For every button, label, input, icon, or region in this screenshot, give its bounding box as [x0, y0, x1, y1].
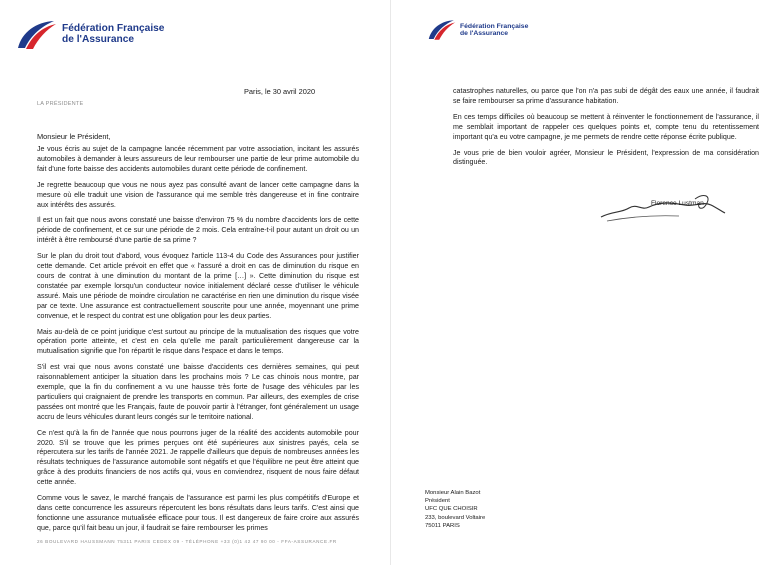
salutation: Monsieur le Président,: [37, 132, 111, 141]
signature: [599, 183, 729, 233]
paragraph: Je vous écris au sujet de la campagne lancée récemment par votre association, incitant les assurés automobiles à demander à leurs assureurs de leur rembourser une partie de leur prime automobile du fait d'une forte baisse des accidents automobiles durant cette période de confinement.: [37, 145, 359, 173]
paragraph: Sur le plan du droit tout d'abord, vous évoquez l'article 113-4 du Code des Assurances pour justifier cette demande. Cet article prévoit en effet que « l'assuré a droit en cas de diminution du risque en cours de contrat à une diminution du montant de la prime […] ». Cette diminution du risque est constatée par exemple lorsqu'un conducteur novice initialement déclaré cesse d'utiliser le véhicule assuré. Mais une période de moindre circulation ne caractérise en rien une diminution du risque visée par ce texte. Une assurance est contractuellement souscrite pour une année, moyennant une prime convenue, et le respect du contrat est une obligation pour les deux parties.: [37, 252, 359, 320]
paragraph: En ces temps difficiles où beaucoup se mettent à réinventer le fonctionnement de l'assurance, il me semblait important de rappeler ces quelques points et, compte tenu du retentissement important qu'a eu votre campagne, je me permets de rendre cette réponse écrite publique.: [453, 112, 759, 141]
letter-page-2: [391, 0, 782, 565]
signatory-name: Florence Lustman: [651, 200, 704, 207]
paragraph: Mais au-delà de ce point juridique c'est surtout au principe de la mutualisation des risques que votre opération porte atteinte, et c'est en cela qu'elle me paraît particulièrement dangereuse car la mutualisation signifie que l'on répartit le risque dans l'espace et dans le temps.: [37, 327, 359, 356]
letter-body: [37, 145, 359, 540]
paragraph: catastrophes naturelles, ou parce que l'on n'a pas subi de dégât des eaux une année, il faudrait se faire rembourser sa prime d'assurance habitation.: [453, 87, 759, 105]
ffa-logo: [426, 18, 528, 42]
signature-scribble-icon: [599, 183, 729, 233]
logo-line-2: de l'Assurance: [460, 30, 509, 37]
letter-footer: 26 BOULEVARD HAUSSMANN 75311 PARIS CEDEX 09 - TÉLÉPHONE +33 (0)1 42 47 90 00 - FFA-ASSURANCE.FR: [37, 539, 337, 544]
paragraph: Comme vous le savez, le marché français de l'assurance est parmi les plus compétitifs d'Europe et dans cette concurrence les assureurs répercutent les bons résultats dans leurs tarifs. C'est ainsi que fonctionne une assurance mutualisée efficace pour tous. Il est dangereux de faire croire aux assurés que, parce qu'il fait beau un jour, il faudrait se faire rembourser les primes: [37, 494, 359, 532]
addressee-line: 233, boulevard Voltaire: [425, 514, 486, 521]
ffa-swoosh-icon: [14, 18, 60, 52]
addressee-line: 75011 PARIS: [425, 522, 460, 529]
paragraph: Ce n'est qu'à la fin de l'année que nous pourrons juger de la réalité des accidents automobile pour 2020. S'il se trouve que les primes perçues ont été supérieures aux sinistres payés, cela se répercutera sur les tarifs de l'année 2021. Je rappelle d'ailleurs que depuis de nombreuses années les résultats techniques de l'assurance automobile sont négatifs et que l'équilibre ne peut être atteint que grâce à des produits financiers de nos actifs qui, vous en conviendrez, risquent de nous faire défaut cette année.: [37, 428, 359, 487]
letter-body-continued: [453, 87, 759, 174]
paragraph: Je vous prie de bien vouloir agréer, Monsieur le Président, l'expression de ma considération distinguée.: [453, 148, 759, 167]
addressee-block: [425, 489, 485, 530]
addressee-line: Monsieur Alain Bazot: [425, 490, 481, 496]
addressee-line: Président: [425, 498, 450, 505]
letter-date: Paris, le 30 avril 2020: [244, 87, 316, 96]
addressee-line: UFC QUE CHOISIR: [425, 506, 478, 513]
paragraph: Je regrette beaucoup que vous ne nous ayez pas consulté avant de lancer cette campagne dans la mesure où elle traduit une vision de l'assurance qui me semble très dangereuse et in fine contraire aux intérêts des assurés.: [37, 180, 359, 209]
paragraph: S'il est vrai que nous avons constaté une baisse d'accidents ces dernières semaines, qui peut raisonnablement anticiper la situation dans les prochains mois ? Le cas chinois nous montre, par exemple, que la fin du confinement a vu une hausse très forte de l'usage des véhicules par les particuliers qui craignaient de prendre les transports en commun. Par ailleurs, des exemples de crise passées ont montré que les Français, faute de pouvoir partir à l'étranger, font généralement un usage accru de leurs véhicules durant leurs congés sur le territoire national.: [37, 363, 359, 421]
logo-line-1: Fédération Française: [62, 23, 165, 35]
sender-title: LA PRÉSIDENTE: [37, 101, 84, 107]
logo-line-1: Fédération Française: [460, 22, 529, 30]
ffa-swoosh-icon: [426, 18, 458, 42]
paragraph: Il est un fait que nous avons constaté une baisse d'environ 75 % du nombre d'accidents lors de cette période de confinement, et ce sur une période de 2 mois. Cela entraîne-t-il pour autant un droit ou un intérêt à être remboursé d'une partie de sa prime ?: [37, 216, 359, 245]
logo-line-2: de l'Assurance: [62, 34, 135, 45]
ffa-logo: [14, 18, 164, 52]
